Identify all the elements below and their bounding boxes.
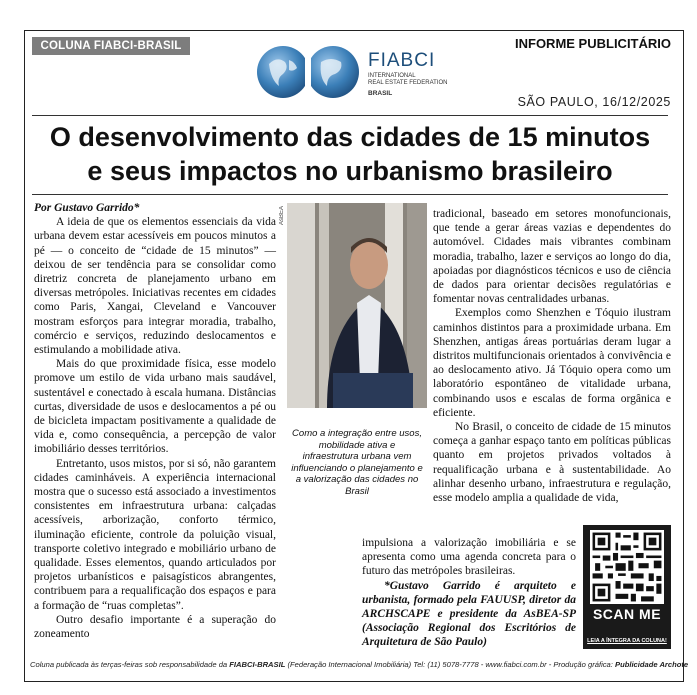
footer-credits: Coluna publicada às terças-feiras sob responsabilidade da FIABCI-BRASIL (Federação Internacional Imobiliária) Tel: (11) 5078-7778 - www.fiabci.com.br - Produção gráfica: Publicidade Archote [30,660,689,669]
fiabci-globe-logo [255,44,475,100]
logo-name: FIABCI [368,50,436,71]
photo-caption: Como a integração entre usos, mobilidade ativa e infraestrutura urbana vem influenciando o planejamento e a valorização das cidades no Brasil [291,428,423,497]
article-column-1 [34,201,276,641]
read-full-column-link[interactable]: LEIA A ÍNTEGRA DA COLUNA! [587,638,667,644]
column-tag: COLUNA FIABCI-BRASIL [32,37,190,55]
photo-credit: AsBEA [279,206,285,226]
divider [32,115,668,116]
divider [32,194,668,195]
logo-country: BRASIL [368,90,393,97]
paragraph: tradicional, baseado em setores monofuncionais, que tende a gerar áreas vazias e dependentes do automóvel. Cidades mais vibrantes combinam moradia, trabalho, lazer e serviços ao longo do dia, apoiadas por diagnósticos técnicos e uso de ciência de dados para orientar decisões regulatórias e fomentar novas centralidades urbanas. [433,208,671,306]
byline: Por Gustavo Garrido* [34,202,140,214]
author-bio: *Gustavo Garrido é arquiteto e urbanista, formado pela FAUUSP, diretor da ARCHSCAPE e presidente da AsBEA-SP (Associação Regional dos Escritórios de Arquitetura de São Paulo) [362,579,576,649]
headline: O desenvolvimento das cidades de 15 minutos e seus impactos no urbanismo brasileiro [49,122,651,186]
article-column-3 [433,207,671,505]
paragraph: Exemplos como Shenzhen e Tóquio ilustram caminhos distintos para a proximidade urbana. Em Shenzhen, antigas áreas portuárias deram lugar a distritos multifuncionais orientados à convivência e ao deslocamento ativo. Já Tóquio opera como um laboratório espontâneo de vitalidade urbana, combinando usos e escalas de forma orgânica e eficiente. [433,307,671,419]
article-closing [362,536,576,650]
informe-publicitario: INFORME PUBLICITÁRIO [515,36,671,51]
author-photo [287,203,427,408]
paragraph: impulsiona a valorização imobiliária e se apresenta como uma agenda concreta para o futuro das metrópoles brasileiras. [362,537,576,578]
logo-subtitle: INTERNATIONAL REAL ESTATE FEDERATION [368,73,448,86]
scan-me-label: SCAN ME [592,606,662,622]
paragraph: Outro desafio importante é a superação do zoneamento [34,613,276,641]
paragraph: Mais do que proximidade física, esse modelo promove um estilo de vida urbano mais saudável, sustentável e conectado à escala humana. Distâncias curtas, diversidade de usos e deslocamentos a pé ou de bicicleta impactam positivamente a qualidade de vida e, como consequência, a percepção de valor imobiliário desses territórios. [34,358,276,456]
dateline: SÃO PAULO, 16/12/2025 [517,95,671,109]
paragraph: A ideia de que os elementos essenciais da vida urbana devem estar acessíveis em poucos minutos a pé — o conceito de “cidade de 15 minutos” — deixou de ser tendência para se consolidar como diretriz concreta de planejamento urbano em diversas metrópoles. Iniciativas recentes em cidades como Paris, Xangai, Cleveland e Vancouver mostram esforços para integrar moradia, trabalho, comércio e serviços, reduzindo deslocamentos e estimulando a mobilidade ativa. [34,216,276,357]
paragraph: No Brasil, o conceito de cidade de 15 minutos começa a ganhar espaço tanto em políticas públicas quanto em projetos privados voltados à requalificação urbana e à sustentabilidade. Ao alinhar desenho urbano, infraestrutura e regulação, esse modelo amplia a qualidade de vida, [433,421,671,505]
qr-code-icon[interactable] [590,530,664,604]
paragraph: Entretanto, usos mistos, por si só, não garantem cidades caminháveis. A experiência internacional mostra que o sucesso está associado a investimentos consistentes em infraestrutura urbana: calçadas acessíveis, arborização, conforto térmico, iluminação eficiente, controle da poluição visual, transporte coletivo integrado e mobiliário urbano de qualidade. Esses elementos, quando articulados por projetos urbanísticos e paisagísticos abrangentes, contribuem para a requalificação dos espaços e para a formação de “ruas completas”. [34,457,276,612]
